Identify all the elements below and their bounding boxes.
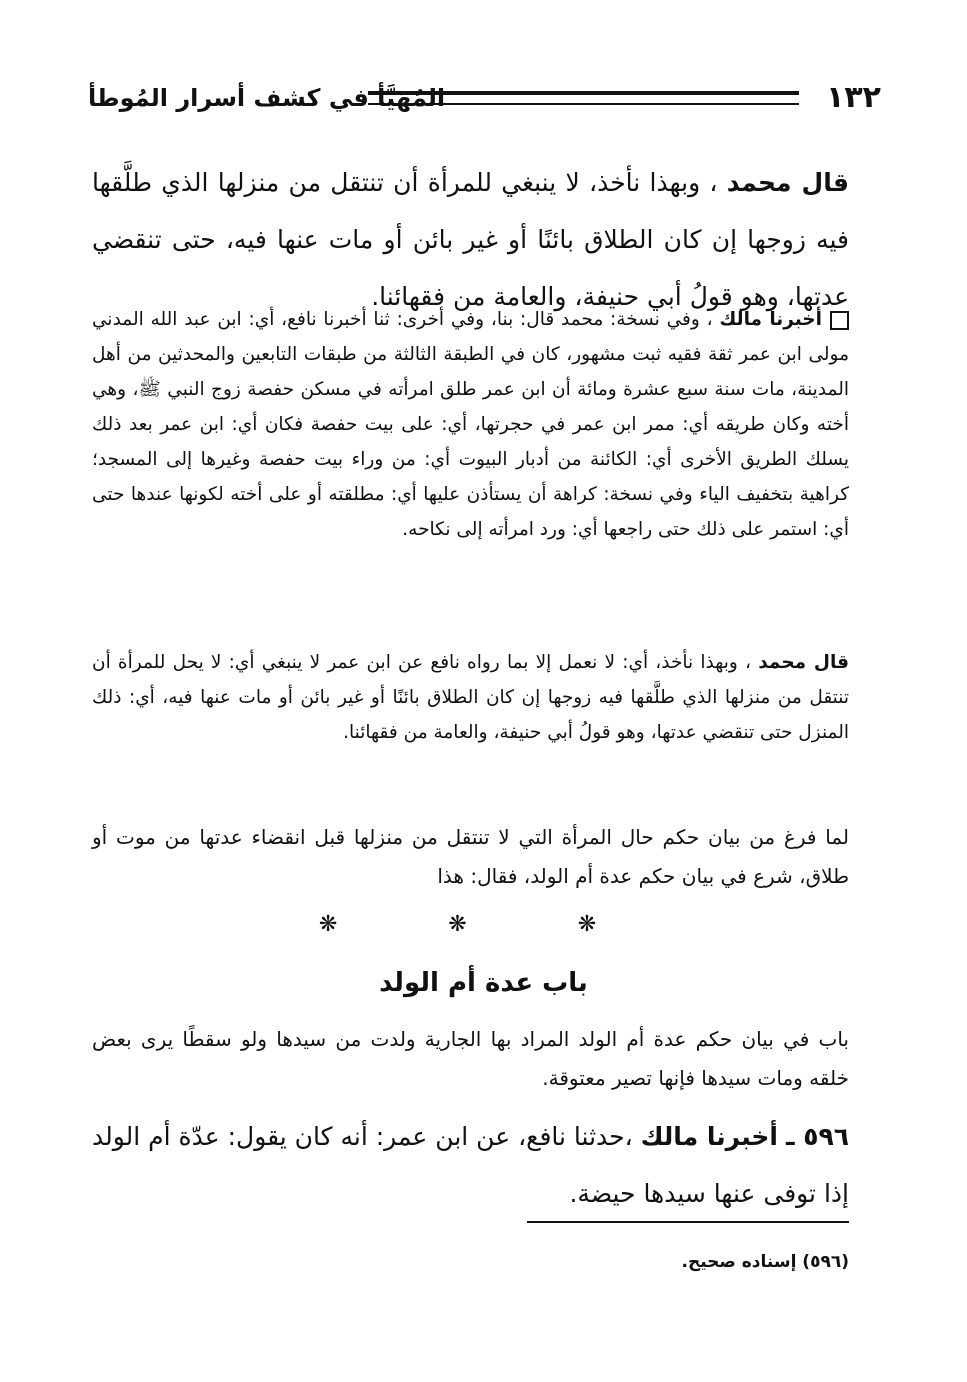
footnote-rule <box>527 1221 849 1223</box>
section-separator: ❋ ❋ ❋ <box>318 912 649 937</box>
paragraph-text: ، وفي نسخة: محمد قال: بنا، وفي أخرى: ثنا أخبرنا نافع، أي: ابن عبد الله المدني مولى ابن عمر ثقة فقيه ثبت مشهور، كان في الطبقة الثالثة من طبقات التابعين والمحدثين من أهل المدينة، مات سنة سبع عشرة ومائة أن ابن عمر طلق امرأته في مسكن حفصة زوج النبي ﷺ، وهي أخته وكان طريقه أي: ممر ابن عمر في حجرتها، أي: على بيت حفصة فكان أي: ابن عمر بعد ذلك يسلك الطريق الأخرى أي: الكائنة من أدبار البيوت أي: من وراء بيت حفصة وغيرها إلى المسجد؛ كراهية بتخفيف الياء وفي نسخة: كراهة أن يستأذن عليها أي: مطلقته أو على أخته لكونها عندها حتى أي: استمر على ذلك حتى راجعها أي: ورد امرأته إلى نكاحه. <box>92 309 849 540</box>
paragraph-5 <box>92 1020 849 1098</box>
paragraph-4 <box>92 818 849 896</box>
page-header <box>88 78 881 118</box>
paragraph-lead: أخبرنا مالك <box>640 1122 778 1151</box>
hadith-number: ٥٩٦ ـ <box>785 1122 849 1151</box>
paragraph-1 <box>92 154 849 325</box>
paragraph-text: لما فرغ من بيان حكم حال المرأة التي لا تنتقل من منزلها قبل انقضاء عدتها من موت أو طلاق، شرع في بيان حكم عدة أم الولد، فقال: هذا <box>92 825 849 888</box>
footnote: (٥٩٦) إسناده صحيح. <box>681 1252 849 1272</box>
book-title: المُهَيَّأ في كشف أسرار المُوطأ <box>88 84 446 112</box>
page-number: ١٣٢ <box>826 80 881 115</box>
square-marker-icon <box>830 311 849 330</box>
paragraph-3 <box>92 645 849 750</box>
paragraph-text: باب في بيان حكم عدة أم الولد المراد بها الجارية ولدت من سيدها ولو سقطًا يرى بعض خلقه ومات سيدها فإنها تصير معتوقة. <box>92 1027 849 1090</box>
chapter-title: باب عدة أم الولد <box>379 968 588 998</box>
paragraph-lead: قال محمد <box>758 652 849 673</box>
paragraph-lead: قال محمد <box>726 168 849 197</box>
paragraph-2 <box>92 302 849 547</box>
paragraph-text: ،حدثنا نافع، عن ابن عمر: أنه كان يقول: عدّة أم الولد إذا توفى عنها سيدها حيضة. <box>92 1122 849 1208</box>
hadith-596 <box>92 1108 849 1222</box>
paragraph-text: ، وبهذا نأخذ، لا ينبغي للمرأة أن تنتقل من منزلها الذي طلَّقها فيه زوجها إن كان الطلاق بائنًا أو غير بائن أو مات عنها فيه، حتى تنقضي عدتها، وهو قولُ أبي حنيفة، والعامة من فقهائنا. <box>92 168 849 311</box>
paragraph-lead: أخبرنا مالك <box>719 309 822 330</box>
paragraph-text: ، وبهذا نأخذ، أي: لا نعمل إلا بما رواه نافع عن ابن عمر لا ينبغي أي: لا يحل للمرأة أن تنتقل من منزلها الذي طلَّقها فيه زوجها إن كان الطلاق بائنًا أو غير بائن أو مات عنها فيه، أي: ذلك المنزل حتى تنقضي عدتها، وهو قولُ أبي حنيفة، والعامة من فقهائنا. <box>92 652 849 743</box>
